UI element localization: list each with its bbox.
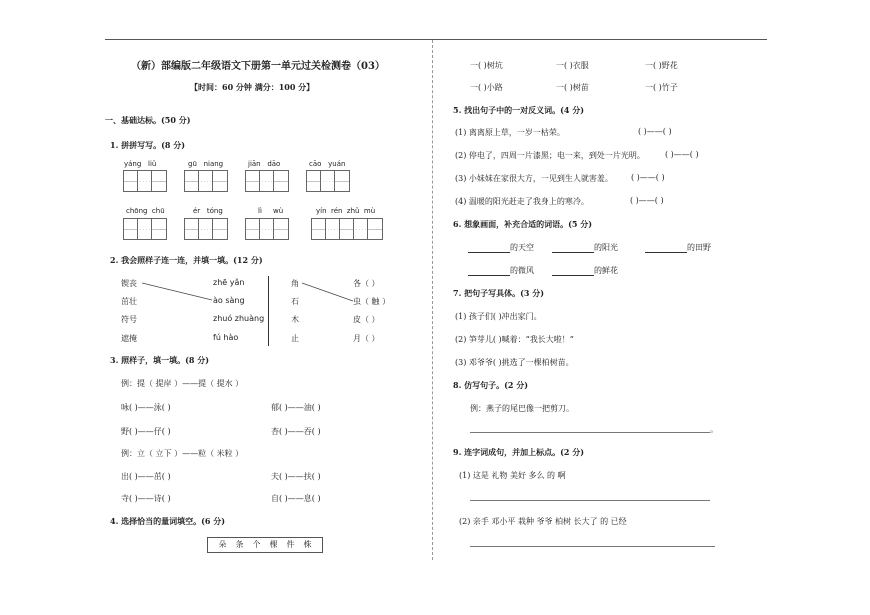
fill-item[interactable]: 一( )野花 [645, 61, 678, 70]
choice: 件 [286, 540, 295, 549]
choice: 株 [303, 540, 312, 549]
answer-line[interactable] [470, 432, 710, 433]
pinyin: chōng [126, 207, 148, 215]
q2-title: 2. 我会照样子连一连，并填一填。(12 分) [110, 255, 263, 265]
phrase: 的鲜花 [594, 266, 618, 275]
q5-title: 5. 找出句子中的一对反义词。(4 分) [453, 105, 585, 115]
fill-item[interactable]: 野( )——仔( ) [121, 427, 171, 436]
fill-item[interactable]: 虫（ 触 ） [353, 297, 391, 306]
q8-title: 8. 仿写句子。(2 分) [453, 380, 529, 390]
fill-item[interactable]: 一( )小路 [470, 83, 503, 92]
example: 例：燕子的尾巴像一把剪刀。 [470, 404, 574, 413]
fill-item[interactable]: ( )——( ) [630, 196, 664, 205]
char: 木 [291, 315, 299, 324]
pinyin: chū [151, 207, 165, 215]
q1-title: 1. 拼拼写写。(8 分) [110, 140, 186, 150]
choice: 棵 [269, 540, 278, 549]
q4-title: 4. 选择恰当的量词填空。(6 分) [110, 516, 226, 526]
q6-title: 6. 想象画面，补充合适的词语。(5 分) [453, 219, 593, 229]
sentence: (3) 小妹妹在家很大方，一见到生人就害羞。 [455, 174, 613, 183]
q3-title: 3. 照样子，填一填。(8 分) [110, 355, 210, 365]
fill-item[interactable]: 咏( )——泳( ) [121, 403, 171, 412]
fill-item[interactable]: ( )——( ) [638, 127, 672, 136]
choice: 条 [235, 540, 244, 549]
fill-item[interactable]: 一( )树坑 [470, 61, 503, 70]
pinyin: liǔ [148, 160, 157, 168]
fill-item[interactable] [552, 242, 618, 253]
example: 例：立（ 立下 ）——粒（ 米粒 ） [121, 449, 244, 458]
word: 符号 [121, 315, 137, 324]
pinyin: jiān [248, 160, 261, 168]
fill-item[interactable]: (1) 孩子们( )冲出家门。 [455, 312, 542, 321]
choice: 个 [252, 540, 261, 549]
fill-item[interactable]: 出( )——茁( ) [121, 472, 171, 481]
q7-title: 7. 把句子写具体。(3 分) [453, 288, 545, 298]
fill-item[interactable]: (2) 笋芽儿( )喊着：“我长大啦！” [455, 335, 574, 344]
fill-item[interactable]: ( )——( ) [631, 173, 665, 182]
pinyin: ào sàng [213, 296, 245, 305]
pinyin: zhuó zhuàng [213, 314, 265, 323]
fill-item[interactable] [468, 242, 534, 253]
pinyin: rén [330, 207, 343, 215]
answer-line[interactable] [470, 500, 710, 501]
word-list: (1) 这是 礼物 美好 多么 的 啊 [459, 471, 566, 480]
pinyin: gū [188, 160, 197, 168]
fill-item[interactable] [468, 265, 534, 276]
pinyin: yín [316, 207, 327, 215]
page-title: （新）部编版二年级语文下册第一单元过关检测卷（03） [131, 61, 385, 72]
fill-item[interactable]: 各（ ） [353, 279, 380, 288]
char: 石 [291, 297, 299, 306]
pinyin: yáng [124, 160, 142, 168]
pinyin: mù [363, 207, 376, 215]
fill-item[interactable]: 一( )树苗 [556, 83, 589, 92]
fill-item[interactable]: 夫( )——扶( ) [271, 472, 321, 481]
page-subtitle: 【时间：60 分钟 满分：100 分】 [190, 82, 315, 92]
char: 止 [291, 334, 299, 343]
fill-item[interactable] [552, 265, 618, 276]
pinyin: tóng [206, 207, 223, 215]
pinyin: fú hào [213, 333, 239, 342]
section-title: 一、基础达标。(50 分) [105, 115, 191, 125]
fill-item[interactable]: 月（ ） [353, 334, 380, 343]
phrase: 的微风 [510, 266, 534, 275]
phrase: 的天空 [510, 243, 534, 252]
answer-line[interactable] [470, 546, 715, 547]
pinyin: yuán [328, 160, 346, 168]
sentence: (1) 离离原上草，一岁一枯荣。 [455, 128, 565, 137]
fill-item[interactable]: 杏( )——吞( ) [271, 427, 321, 436]
fill-item[interactable] [645, 242, 711, 253]
fill-item[interactable]: 皮（ ） [353, 315, 380, 324]
sentence: (4) 温暖的阳光赶走了我身上的寒冷。 [455, 197, 589, 206]
pinyin: ér [193, 207, 201, 215]
pinyin: zhē yǎn [213, 278, 245, 287]
pinyin: cāo [309, 160, 322, 168]
char: 角 [291, 279, 299, 288]
phrase: 的田野 [687, 243, 711, 252]
word: 锲丧 [121, 279, 137, 288]
fill-item[interactable]: 寺( )——诗( ) [121, 494, 171, 503]
fill-item[interactable]: 郁( )——油( ) [271, 403, 321, 412]
word-list: (2) 亲手 邓小平 栽种 爷爷 柏树 长大了 的 已经 [459, 517, 627, 526]
fill-item[interactable]: (3) 邓爷爷( )挑选了一棵柏树苗。 [455, 358, 574, 367]
example: 例：提（ 提岸 ）——提（ 提水 ） [121, 379, 244, 388]
q9-title: 9. 连字词成句，并加上标点。(2 分) [453, 447, 585, 457]
fill-item[interactable]: 一( )衣服 [556, 61, 589, 70]
pinyin: niang [203, 160, 224, 168]
pinyin: lì [258, 207, 262, 215]
sentence: (2) 停电了，四周一片漆黑；电一来，到处一片光明。 [455, 151, 645, 160]
pinyin: dāo [267, 160, 281, 168]
pinyin: wù [273, 207, 284, 215]
fill-item[interactable]: ( )——( ) [665, 150, 699, 159]
fill-item[interactable]: 一( )竹子 [645, 83, 678, 92]
phrase: 的阳光 [594, 243, 618, 252]
choice: 朵 [218, 540, 227, 549]
pinyin: zhǔ [346, 207, 360, 215]
word: 茁壮 [121, 297, 137, 306]
word-choice-box [207, 537, 323, 553]
word: 遮掩 [121, 334, 137, 343]
period: 。 [710, 425, 718, 434]
fill-item[interactable]: 自( )——息( ) [271, 494, 321, 503]
